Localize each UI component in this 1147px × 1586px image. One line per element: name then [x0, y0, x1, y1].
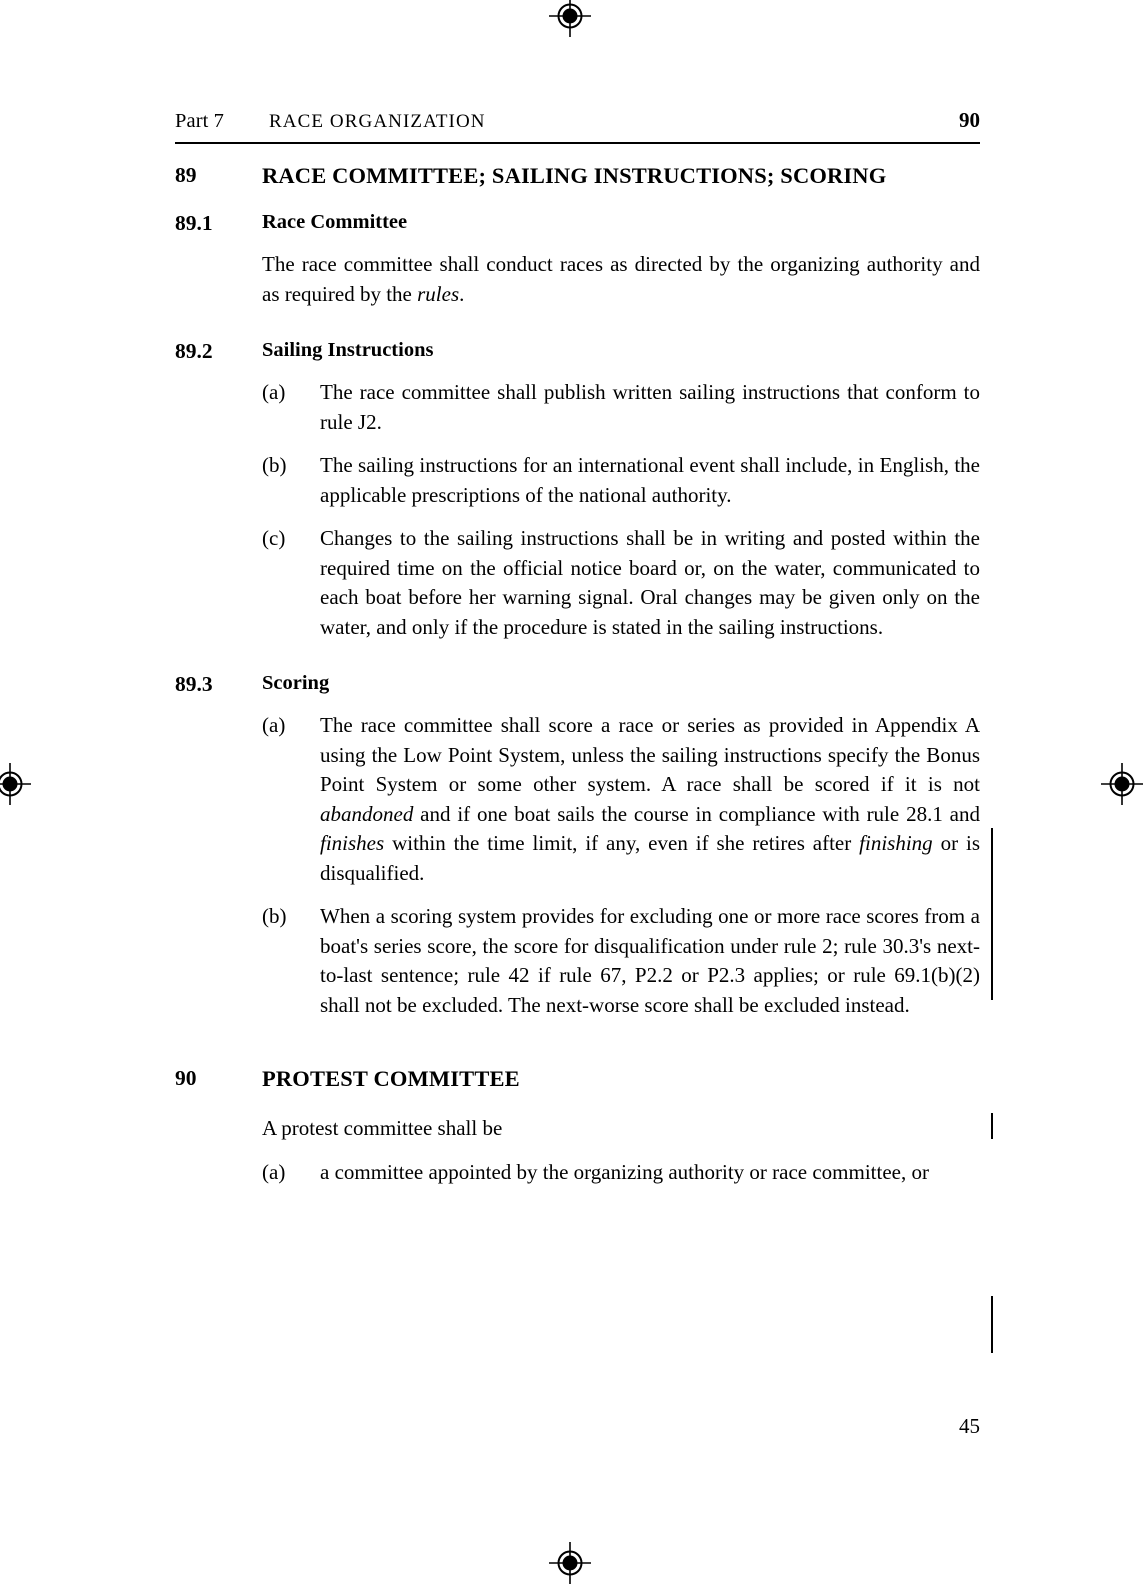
subrule-title-89-3: Scoring [262, 672, 330, 694]
subrule-heading-89-1 [175, 211, 980, 236]
rule-heading-89 [175, 163, 980, 189]
subrule-title-89-2: Sailing Instructions [262, 339, 434, 361]
running-head-divider [175, 142, 980, 144]
defined-term-finishing: finishing [859, 831, 933, 855]
paragraph-89-1-pre: The race committee shall conduct races as directed by the organizing authority and as required by the [262, 252, 980, 306]
item-text-89-3-a [320, 711, 980, 888]
item-label-a: (a) [262, 713, 286, 737]
defined-term-rules: rules [417, 281, 460, 306]
defined-term-abandoned: abandoned [320, 801, 414, 826]
change-bar-89-3-b [991, 1113, 993, 1139]
rule-title-90: PROTEST COMMITTEE [262, 1066, 520, 1091]
change-bar-89-3-a [991, 828, 993, 1000]
running-head-part: Part 7 [175, 110, 224, 132]
subrule-body-89-1 [175, 250, 980, 309]
rule-heading-90 [175, 1066, 980, 1092]
segment-roman: or is disqualified. [320, 831, 981, 885]
item-text-89-2-a: The race committee shall publish written sailing instructions that conform to rule J2. [320, 380, 980, 434]
defined-term-finishes: finishes [320, 831, 385, 855]
item-label-a: (a) [262, 380, 286, 404]
item-text-90-a: a committee appointed by the organizing authority or race committee, or [320, 1159, 929, 1184]
list-item-90-a [262, 1158, 980, 1188]
list-item-89-3-a [262, 711, 980, 888]
item-label-b: (b) [262, 453, 287, 477]
page-content [175, 163, 980, 1187]
rule-number-89: 89 [175, 163, 197, 187]
subrule-title-89-1: Race Committee [262, 211, 408, 233]
rule-lead-in-90 [175, 1114, 980, 1144]
item-text-89-2-b: The sailing instructions for an international event shall include, in English, the applicable prescriptions of the national authority. [320, 453, 980, 507]
paragraph-90-lead-in: A protest committee shall be [262, 1116, 503, 1140]
running-head-rule-number: 90 [959, 108, 980, 132]
subrule-number-89-2: 89.2 [175, 339, 213, 363]
segment-roman: The race committee shall score a race or series as provided in Appendix A using the Low Point System, unless the sailing instructions specify the Bonus Point System or some other system. A race shall be scored if it is not [320, 713, 980, 796]
paragraph-89-1 [262, 250, 980, 309]
segment-roman: and if one boat sails the course in compliance with rule 28.1 and [413, 801, 980, 826]
subrule-number-89-3: 89.3 [175, 672, 213, 696]
paragraph-89-1-post: . [459, 281, 465, 306]
item-text-89-2-c: Changes to the sailing instructions shall be in writing and posted within the required time on the official notice board or, on the water, communicated to each boat before her warning signal. Oral changes may be given only on the water, and only if the procedure is stated in the sailing instructions. [320, 526, 980, 639]
rule-number-90: 90 [175, 1066, 197, 1090]
subrule-heading-89-3 [175, 672, 980, 697]
rule-title-89: RACE COMMITTEE; SAILING INSTRUCTIONS; SCORING [262, 163, 887, 188]
page-number: 45 [959, 1414, 980, 1438]
item-text-89-3-b: When a scoring system provides for excluding one or more race scores from a boat's series score, the score for disqualification under rule 2; rule 30.3's next-to-last sentence; rule 42 if rule 67, P2.2 or P2.3 applies; or rule 69.1(b)(2) shall not be excluded. The next-worse score shall be excluded instead. [320, 904, 980, 1017]
running-head-title: RACE ORGANIZATION [269, 111, 486, 132]
list-item-89-2-a [262, 378, 980, 437]
list-item-89-3-b [262, 902, 980, 1020]
item-label-b: (b) [262, 904, 287, 928]
subrule-heading-89-2 [175, 339, 980, 364]
list-item-89-2-b [262, 451, 980, 510]
running-head [175, 108, 980, 133]
item-label-c: (c) [262, 526, 286, 550]
subrule-number-89-1: 89.1 [175, 211, 213, 235]
change-bar-90-a [991, 1296, 993, 1353]
list-item-89-2-c [262, 524, 980, 642]
segment-roman: within the time limit, if any, even if she retires after [384, 831, 860, 855]
item-label-a: (a) [262, 1159, 286, 1184]
